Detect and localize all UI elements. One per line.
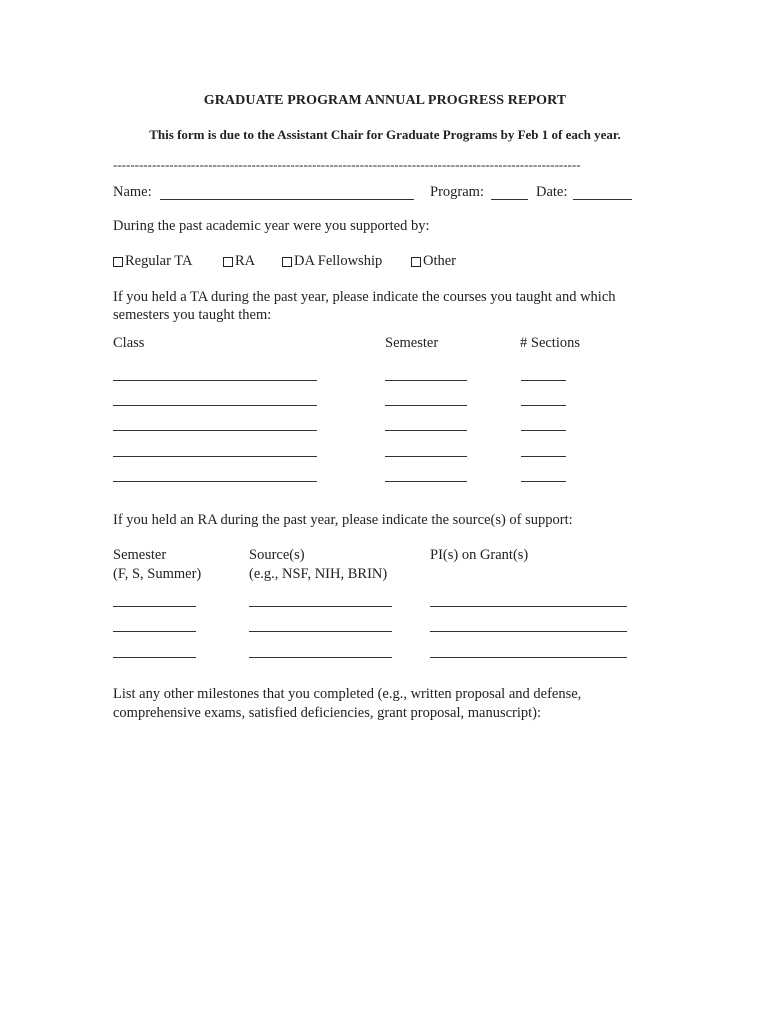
ta-semester-field[interactable] bbox=[385, 456, 467, 457]
ta-class-field[interactable] bbox=[113, 430, 317, 431]
dashed-divider: ------------------------------------------------------------------------------------------------------------ bbox=[113, 157, 581, 172]
ra-source-field[interactable] bbox=[249, 631, 392, 632]
ta-sections-field[interactable] bbox=[521, 405, 566, 406]
ta-class-field[interactable] bbox=[113, 405, 317, 406]
ra-instruction: If you held an RA during the past year, please indicate the source(s) of support: bbox=[113, 512, 573, 528]
ta-sections-field[interactable] bbox=[521, 481, 566, 482]
checkbox-ra[interactable] bbox=[223, 253, 255, 270]
milestones-instruction-line-1: List any other milestones that you completed (e.g., written proposal and defense, bbox=[113, 686, 582, 702]
ra-pi-field[interactable] bbox=[430, 657, 627, 658]
checkbox-icon bbox=[411, 257, 421, 267]
ta-semester-field[interactable] bbox=[385, 405, 467, 406]
checkbox-icon bbox=[223, 257, 233, 267]
checkbox-regular-ta[interactable] bbox=[113, 253, 192, 270]
program-label: Program: bbox=[430, 184, 484, 200]
ra-column-semester: Semester bbox=[113, 547, 167, 563]
ra-pi-field[interactable] bbox=[430, 631, 627, 632]
ta-column-semester: Semester bbox=[385, 335, 439, 351]
form-due-notice: This form is due to the Assistant Chair for Graduate Programs by Feb 1 of each year. bbox=[149, 127, 621, 142]
ta-sections-field[interactable] bbox=[521, 430, 566, 431]
ra-semester-field[interactable] bbox=[113, 657, 196, 658]
ta-column-sections: # Sections bbox=[520, 335, 581, 351]
ra-source-field[interactable] bbox=[249, 606, 392, 607]
ta-column-class: Class bbox=[113, 335, 145, 351]
ra-column-source: Source(s) bbox=[249, 547, 305, 563]
ra-column-source-hint: (e.g., NSF, NIH, BRIN) bbox=[249, 566, 388, 582]
ta-instruction-line-1: If you held a TA during the past year, please indicate the courses you taught and which bbox=[113, 289, 616, 305]
ta-semester-field[interactable] bbox=[385, 430, 467, 431]
ta-sections-field[interactable] bbox=[521, 456, 566, 457]
checkbox-label: Regular TA bbox=[125, 253, 193, 269]
support-question: During the past academic year were you supported by: bbox=[113, 218, 430, 234]
date-field[interactable] bbox=[573, 199, 632, 200]
ra-column-pi: PI(s) on Grant(s) bbox=[430, 547, 529, 563]
ra-semester-field[interactable] bbox=[113, 631, 196, 632]
milestones-instruction-line-2: comprehensive exams, satisfied deficiencies, grant proposal, manuscript): bbox=[113, 705, 542, 721]
checkbox-da-fellowship[interactable] bbox=[282, 253, 382, 270]
ta-semester-field[interactable] bbox=[385, 380, 467, 381]
milestones-answer-area[interactable] bbox=[113, 740, 658, 971]
ta-sections-field[interactable] bbox=[521, 380, 566, 381]
ra-column-semester-hint: (F, S, Summer) bbox=[113, 566, 202, 582]
checkbox-other[interactable] bbox=[411, 253, 456, 270]
checkbox-icon bbox=[113, 257, 123, 267]
ra-pi-field[interactable] bbox=[430, 606, 627, 607]
checkbox-icon bbox=[282, 257, 292, 267]
ta-semester-field[interactable] bbox=[385, 481, 467, 482]
form-title: GRADUATE PROGRAM ANNUAL PROGRESS REPORT bbox=[203, 93, 567, 108]
ra-source-field[interactable] bbox=[249, 657, 392, 658]
checkbox-label: RA bbox=[235, 253, 256, 269]
checkbox-label: Other bbox=[423, 253, 457, 269]
ta-class-field[interactable] bbox=[113, 456, 317, 457]
ta-class-field[interactable] bbox=[113, 380, 317, 381]
date-label: Date: bbox=[536, 184, 568, 200]
ra-semester-field[interactable] bbox=[113, 606, 196, 607]
ta-instruction-line-2: semesters you taught them: bbox=[113, 307, 272, 323]
program-field[interactable] bbox=[491, 199, 528, 200]
name-label: Name: bbox=[113, 184, 152, 200]
ta-class-field[interactable] bbox=[113, 481, 317, 482]
checkbox-label: DA Fellowship bbox=[294, 253, 383, 269]
name-field[interactable] bbox=[160, 199, 414, 200]
